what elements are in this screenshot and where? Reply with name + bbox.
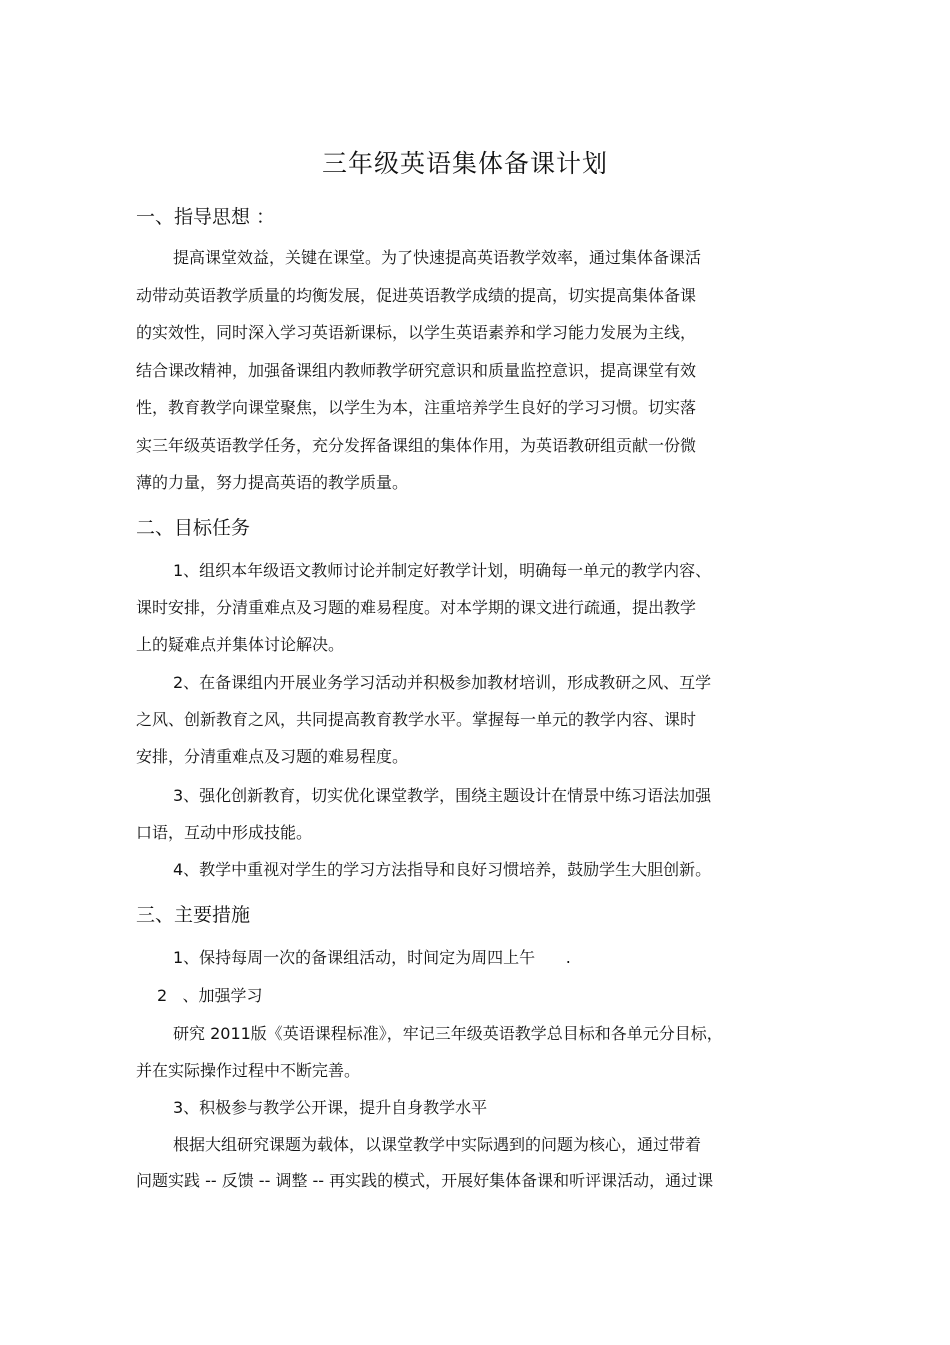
paragraph-line: 提高课堂效益，关键在课堂。为了快速提高英语教学效率，通过集体备课活 <box>173 248 702 267</box>
list-item-line: 1、保持每周一次的备课组活动，时间定为周四上午 . <box>173 948 571 967</box>
paragraph-line: 结合课改精神，加强备课组内教师教学研究意识和质量监控意识，提高课堂有效 <box>136 361 697 380</box>
list-item-line: 3、强化创新教育，切实优化课堂教学，围绕主题设计在情景中练习语法加强 <box>173 786 712 805</box>
paragraph-line: 的实效性，同时深入学习英语新课标，以学生英语素养和学习能力发展为主线， <box>136 323 697 342</box>
list-item-line: 2 、加强学习 <box>157 986 263 1005</box>
list-item-line: 4、教学中重视对学生的学习方法指导和良好习惯培养，鼓励学生大胆创新。 <box>173 860 712 879</box>
paragraph-line: 研究 2011版《英语课程标准》，牢记三年级英语教学总目标和各单元分目标， <box>173 1024 723 1043</box>
section-heading-measures: 三、主要措施 <box>136 904 251 926</box>
list-item-line: 2、在备课组内开展业务学习活动并积极参加教材培训，形成教研之风、互学 <box>173 673 712 692</box>
section-heading-goals: 二、目标任务 <box>136 517 251 539</box>
document-title: 三年级英语集体备课计划 <box>321 149 608 178</box>
list-item-line: 3、积极参与教学公开课，提升自身教学水平 <box>173 1098 488 1117</box>
list-item-line: 之风、创新教育之风，共同提高教育教学水平。掌握每一单元的教学内容、课时 <box>136 710 697 729</box>
paragraph-line: 问题实践 -- 反馈 -- 调整 -- 再实践的模式，开展好集体备课和听评课活动，通过课 <box>136 1171 714 1190</box>
list-item-line: 口语，互动中形成技能。 <box>136 823 313 842</box>
list-item-line: 课时安排，分清重难点及习题的难易程度。对本学期的课文进行疏通，提出教学 <box>136 598 697 617</box>
list-item-line: 上的疑难点并集体讨论解决。 <box>136 635 345 654</box>
list-item-line: 安排，分清重难点及习题的难易程度。 <box>136 747 409 766</box>
section-heading-guiding-idea: 一、指导思想 ： <box>136 206 276 228</box>
paragraph-line: 并在实际操作过程中不断完善。 <box>136 1061 361 1080</box>
paragraph-line: 动带动英语教学质量的均衡发展，促进英语教学成绩的提高，切实提高集体备课 <box>136 286 697 305</box>
paragraph-line: 性，教育教学向课堂聚焦，以学生为本，注重培养学生良好的学习习惯。切实落 <box>136 398 697 417</box>
paragraph-line: 实三年级英语教学任务，充分发挥备课组的集体作用，为英语教研组贡献一份微 <box>136 436 697 455</box>
list-item-line: 1、组织本年级语文教师讨论并制定好教学计划，明确每一单元的教学内容、 <box>173 561 712 580</box>
paragraph-line: 薄的力量，努力提高英语的教学质量。 <box>136 473 409 492</box>
paragraph-line: 根据大组研究课题为载体，以课堂教学中实际遇到的问题为核心，通过带着 <box>173 1135 702 1154</box>
